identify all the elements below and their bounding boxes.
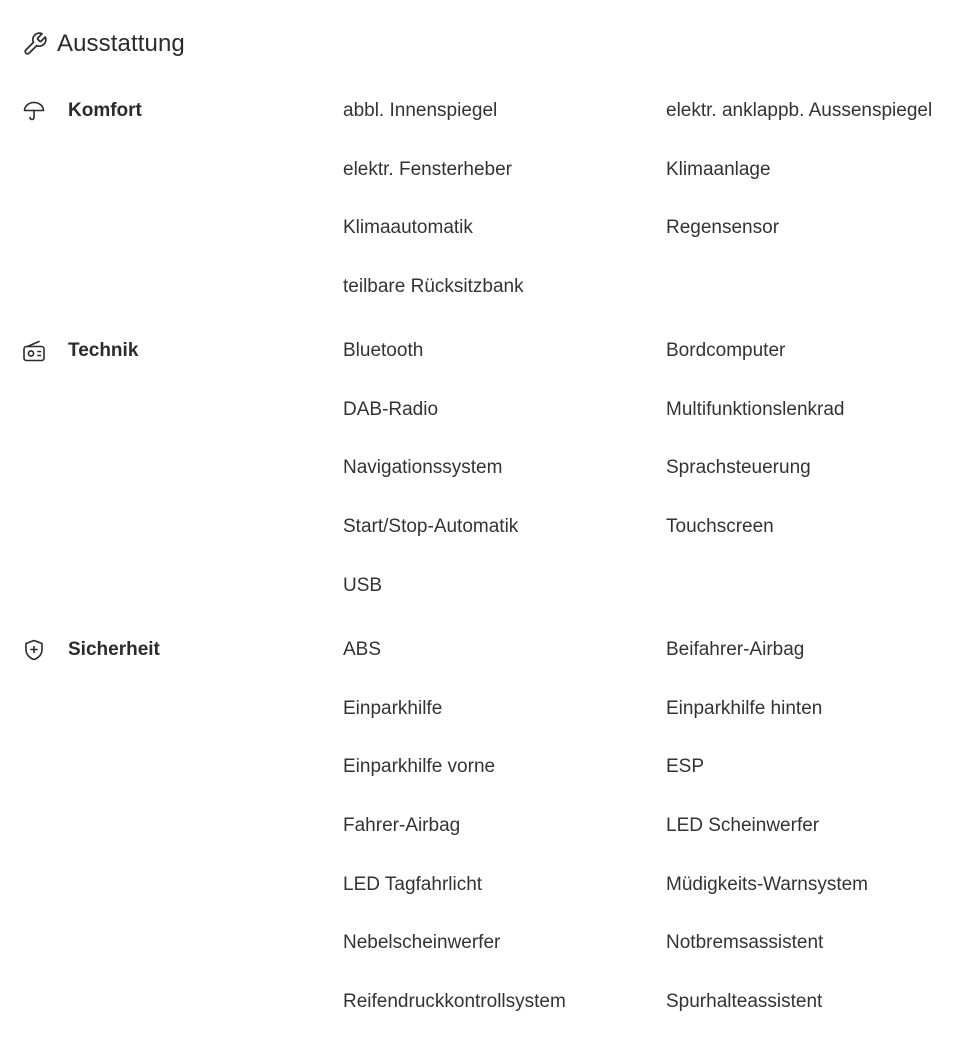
feature-item: Spurhalteassistent (666, 991, 823, 1013)
radio-icon (22, 339, 46, 363)
feature-item: abbl. Innenspiegel (343, 100, 498, 121)
category-name: Komfort (68, 100, 142, 121)
feature-list (343, 96, 956, 331)
feature-item: Müdigkeits-Warnsystem (666, 873, 869, 895)
category-label (22, 635, 160, 665)
feature-item: Start/Stop-Automatik (343, 516, 519, 538)
category-name: Technik (68, 340, 139, 361)
feature-item: Multifunktionslenkrad (666, 398, 845, 420)
feature-list (343, 635, 956, 1046)
feature-item: Reifendruckkontrollsystem (343, 991, 566, 1013)
feature-item: Sprachsteuerung (666, 457, 811, 479)
feature-item: Beifahrer-Airbag (666, 639, 805, 660)
feature-item: Notbremsassistent (666, 932, 824, 954)
feature-item: elektr. Fensterheber (343, 158, 512, 180)
feature-item: Einparkhilfe hinten (666, 697, 823, 719)
wrench-icon (22, 31, 48, 57)
feature-item: teilbare Rücksitzbank (343, 276, 524, 298)
shield-plus-icon (22, 638, 46, 662)
feature-item: Bordcomputer (666, 340, 786, 361)
feature-list (343, 336, 956, 629)
section-header (22, 28, 185, 60)
feature-item: Nebelscheinwerfer (343, 932, 501, 954)
feature-item: ABS (343, 639, 382, 660)
feature-item: Klimaanlage (666, 158, 771, 180)
feature-item: Bluetooth (343, 340, 424, 361)
feature-item: Klimaautomatik (343, 217, 473, 239)
umbrella-icon (22, 99, 46, 123)
feature-item: Einparkhilfe (343, 697, 443, 719)
feature-item: Einparkhilfe vorne (343, 756, 496, 778)
feature-item: Navigationssystem (343, 457, 503, 479)
category-label (22, 96, 142, 126)
category-label (22, 336, 138, 366)
category-name: Sicherheit (68, 639, 160, 660)
feature-item: Touchscreen (666, 516, 774, 538)
category-technik (0, 336, 956, 616)
feature-item: LED Tagfahrlicht (343, 873, 483, 895)
feature-item: ESP (666, 756, 705, 778)
category-sicherheit (0, 635, 956, 1020)
feature-item: Regensensor (666, 217, 780, 239)
feature-item: Fahrer-Airbag (343, 815, 461, 837)
feature-item: elektr. anklappb. Aussenspiegel (666, 100, 933, 121)
feature-item: USB (343, 574, 383, 596)
section-title: Ausstattung (57, 30, 185, 57)
feature-item: DAB-Radio (343, 398, 439, 420)
category-komfort (0, 96, 956, 316)
feature-item: LED Scheinwerfer (666, 815, 820, 837)
